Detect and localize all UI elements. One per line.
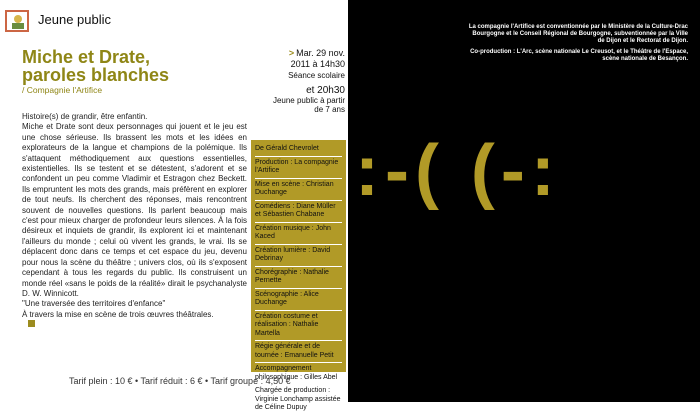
date-line2: 2011 à 14h30: [290, 59, 345, 69]
emoticon-art: [355, 130, 695, 230]
credit-item: Création costume et réalisation : Nathalie Martella: [255, 311, 342, 342]
credits-box: [251, 140, 346, 411]
credit-item: Mise en scène : Christian Duchange: [255, 179, 342, 201]
end-mark-icon: [28, 320, 35, 327]
credit-item: Régie générale et de tournée : Emanuelle Petit: [255, 341, 342, 363]
credit-item: Comédiens : Diane Müller et Sébastien Chabane: [255, 201, 342, 223]
event-title-line2: paroles blanches: [22, 65, 170, 85]
partner-line5: scène nationale de Besançon.: [602, 56, 688, 62]
arrow-right-icon: >: [288, 48, 295, 58]
partner-info: [418, 24, 688, 63]
partner-line3: de Dijon et le Rectorat de Dijon.: [597, 38, 688, 44]
child-figure-icon: [5, 10, 29, 32]
description-paragraph: "Une traversée des territoires d'enfance": [22, 299, 166, 309]
credit-item: Création lumière : David Debrinay: [255, 245, 342, 267]
event-title: [22, 48, 252, 84]
pricing-text: Tarif plein : 10 € • Tarif réduit : 6 € • Tarif groupe : 4,50 €: [69, 376, 291, 386]
left-panel: [0, 0, 348, 411]
credit-item: De Gérald Chevrolet: [255, 143, 342, 157]
emoticon-text: :-( (-:: [355, 131, 561, 211]
credit-item: Accompagnement philosophique : Gilles Abel: [255, 363, 342, 385]
date-line3: Séance scolaire: [288, 71, 345, 80]
credit-item: Production : La compagnie l'Artifice: [255, 157, 342, 179]
credit-item: Chargée de production : Virginie Lonchamp assistée de Céline Dupuy: [255, 387, 341, 411]
partner-line4: Co-production : L'Arc, scène nationale Le Creusot, et le Théâtre de l'Espace,: [470, 49, 688, 55]
date-line6: de 7 ans: [314, 105, 345, 114]
description-paragraph: Histoire(s) de grandir, être enfantin.: [22, 112, 148, 121]
description-paragraph: Miche et Drate sont deux personnages qui jouent et le jeu est une chose sérieuse. Ils brassent les mots et les idées en explorateurs de la langue et champions de la polémique. Ils s'attaquent méthodiquement aux questions essentielles, existentielles. Ils se testent et se détestent, s'adorent et se confondent un peu comme Vladimir et Estragon chez Beckett. Ils empruntent les mots des grands, mais préfèrent en explorer de tout neufs. Ils cherchent des réponses, mais rencontrent souvent de nouvelles questions. Ils parlent beaucoup mais c'est pour mieux charger de profondeur leurs silences. À la fois désireux et inquiets de grandir, ils explorent ici et maintenant l'ailleurs du monde ; celui où vivent les grands, le vrai. Ils se déplacent donc dans ce temps et cet espace du jeu, devenu pour nous la scène du théâtre ; univers clos, où ils s'exposent cependant à tous les regards du public. Ils construisent un monde réel «sans le poids de la réalité» dirait le psychanalyste D. W. Winnicott.: [22, 122, 247, 298]
schedule-block: [257, 48, 345, 114]
description-paragraph-final: À travers la mise en scène de trois œuvres théâtrales.: [22, 310, 247, 327]
partner-line1: La compagnie l'Artifice est conventionnée par le Ministère de la Culture-Drac: [468, 24, 688, 30]
date-line1: Mar. 29 nov.: [296, 48, 345, 58]
company-name: / Compagnie l'Artifice: [22, 85, 103, 95]
description: [22, 112, 247, 327]
credit-item: Scénographie : Alice Duchange: [255, 289, 342, 311]
credit-item: Chorégraphie : Nathalie Pernette: [255, 267, 342, 289]
section-label: Jeune public: [38, 12, 111, 27]
event-title-line1: Miche et Drate,: [22, 47, 151, 67]
date-line5: Jeune public à partir: [272, 96, 345, 105]
credit-item: Création musique : John Kaced: [255, 223, 342, 245]
date-line4: et 20h30: [306, 85, 345, 96]
partner-line2: Bourgogne et le Conseil Régional de Bourgogne, subventionnée par la Ville: [472, 31, 688, 37]
